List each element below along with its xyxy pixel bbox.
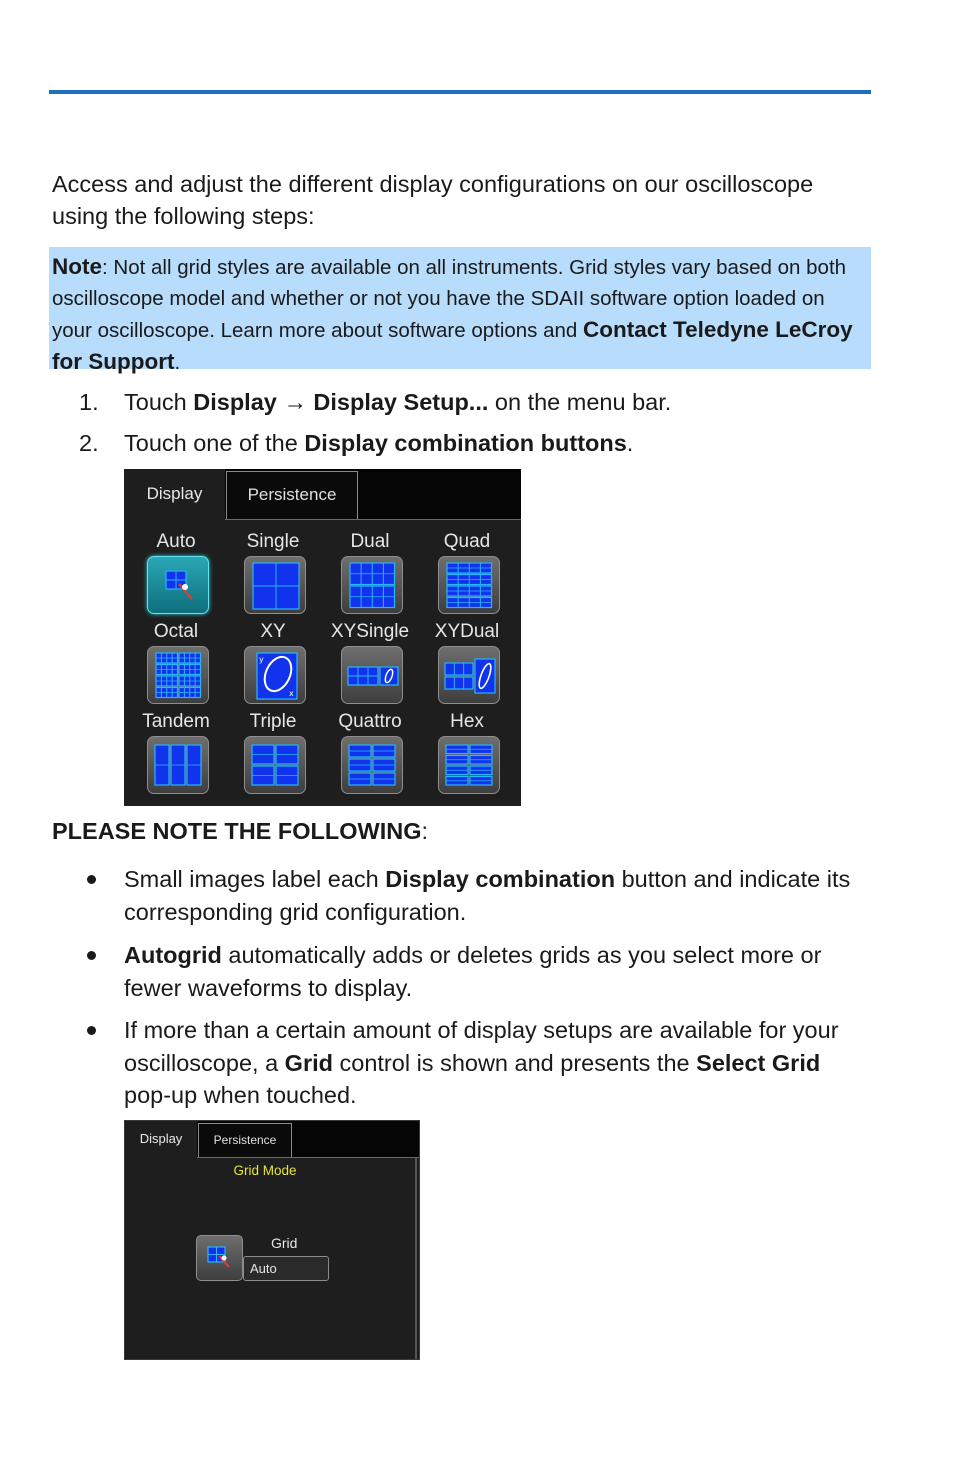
step-text-end: . [626, 430, 634, 456]
step-text: Touch one of the [124, 430, 305, 456]
svg-text:y: y [259, 655, 264, 664]
note-text: : Not all grid styles are available on all instruments. Grid styles vary based on both oscilloscope model and whether or not you have the SDAII software option loaded on your oscilloscope. Learn more about software options and [52, 256, 847, 342]
display-combo-button[interactable] [341, 736, 403, 794]
note-end: . [174, 351, 181, 374]
step-text: Touch [124, 389, 194, 415]
display-combo-label: Quattro [338, 711, 402, 732]
display-combo-quattro[interactable] [325, 711, 415, 801]
xy-grid-icon [245, 647, 307, 705]
display-setup-screenshot [124, 469, 521, 806]
display-combo-quad[interactable] [422, 531, 512, 621]
step-number: 2. [79, 430, 99, 456]
display-combo-label: Single [246, 531, 300, 552]
bullet-text-end: button and indicate its corresponding grid configuration. [124, 866, 851, 925]
display-combo-button[interactable] [147, 736, 209, 794]
display-combo-label: XYDual [434, 621, 500, 642]
tab-persistence[interactable]: Persistence [226, 471, 358, 519]
svg-text:x: x [289, 689, 294, 698]
grid-control-screenshot [124, 1120, 420, 1360]
quattro-grid-icon [342, 737, 404, 795]
display-combo-dual[interactable] [325, 531, 415, 621]
display-combo-button[interactable] [244, 556, 306, 614]
display-combo-xydual[interactable] [422, 621, 512, 711]
please-note-heading [52, 816, 428, 846]
xydual-grid-icon [439, 647, 501, 705]
single-grid-icon [245, 557, 307, 615]
step-bold: Display combination buttons [304, 430, 627, 456]
auto-grid-icon [148, 557, 210, 615]
note-label: Note [52, 254, 102, 279]
display-combo-label: Auto [156, 531, 196, 552]
display-combo-label: Hex [450, 711, 484, 732]
autogrid-icon [197, 1236, 242, 1280]
bullet-text-end: automatically adds or deletes grids as you select more or fewer waveforms to display. [124, 942, 822, 1001]
tab-persistence[interactable]: Persistence [198, 1123, 292, 1157]
xysingle-grid-icon [342, 647, 404, 705]
bullet-bold: Grid [284, 1049, 333, 1076]
display-combo-label: Tandem [142, 711, 210, 732]
bullet-dot [87, 1026, 96, 1035]
note-box [49, 247, 871, 374]
octal-grid-icon [148, 647, 210, 705]
bullet-dot [87, 951, 96, 960]
display-combo-label: XYSingle [330, 621, 410, 642]
bullet-bold: Display combination [385, 866, 616, 892]
intro-paragraph: Access and adjust the different display configurations on our oscilloscope using the following steps: [52, 171, 814, 229]
step-number: 1. [79, 389, 99, 415]
please-note-colon: : [421, 818, 429, 844]
display-combo-label: Triple [249, 711, 297, 732]
support-link[interactable]: Contact Teledyne LeCroy for Support [52, 317, 853, 374]
display-combo-tandem[interactable] [131, 711, 221, 801]
display-combo-button[interactable] [341, 556, 403, 614]
display-combo-button[interactable] [147, 556, 209, 614]
display-combo-button[interactable] [244, 646, 306, 704]
display-combo-button[interactable] [147, 646, 209, 704]
quad-grid-icon [439, 557, 501, 615]
display-combo-label: Quad [443, 531, 491, 552]
display-combo-auto[interactable] [131, 531, 221, 621]
display-combo-label: Octal [153, 621, 199, 642]
bullet-dot [87, 875, 96, 884]
tab-display[interactable]: Display [125, 1121, 197, 1158]
display-combo-label: Dual [350, 531, 390, 552]
hex-grid-icon [439, 737, 501, 795]
grid-select[interactable]: Auto [243, 1256, 329, 1281]
display-combo-xy[interactable] [228, 621, 318, 711]
display-combo-hex[interactable] [422, 711, 512, 801]
grid-label: Grid [271, 1235, 298, 1251]
tab-display[interactable]: Display [124, 469, 225, 520]
display-combo-triple[interactable] [228, 711, 318, 801]
display-combo-xysingle[interactable] [325, 621, 415, 711]
bullet-text: If more than a certain amount of display setups are available for your oscilloscope, a [124, 1017, 839, 1076]
display-combo-octal[interactable] [131, 621, 221, 711]
please-note-bold: PLEASE NOTE THE FOLLOWING [52, 818, 422, 844]
step-text-end: on the menu bar. [488, 389, 672, 415]
display-combo-single[interactable] [228, 531, 318, 621]
bullet-text-end: pop-up when touched. [124, 1082, 357, 1108]
header-rule [49, 90, 871, 94]
triple-grid-icon [245, 737, 307, 795]
step-2 [79, 428, 633, 458]
tab-bar [124, 469, 521, 520]
display-combo-button[interactable] [244, 736, 306, 794]
grid-mode-label: Grid Mode [233, 1163, 297, 1178]
display-combo-label: XY [260, 621, 286, 642]
bullet-bold: Autogrid [124, 942, 222, 968]
display-combo-button[interactable] [438, 646, 500, 704]
tandem-grid-icon [148, 737, 210, 795]
bullet-text-mid: control is shown and presents the [332, 1049, 697, 1076]
display-combo-button[interactable] [438, 736, 500, 794]
autogrid-button[interactable] [196, 1235, 243, 1281]
step-bold: Display → Display Setup... [193, 389, 489, 415]
bullet-bold-2: Select Grid [696, 1049, 821, 1076]
bullet-1 [124, 863, 869, 928]
bullet-text: Small images label each [124, 866, 386, 892]
step-1 [79, 387, 671, 417]
dual-grid-icon [342, 557, 404, 615]
panel-divider [415, 1157, 417, 1360]
tab-bar [125, 1121, 420, 1158]
display-combo-button[interactable] [438, 556, 500, 614]
bullet-2 [124, 939, 869, 1004]
display-combo-button[interactable] [341, 646, 403, 704]
bullet-3 [124, 1014, 869, 1112]
